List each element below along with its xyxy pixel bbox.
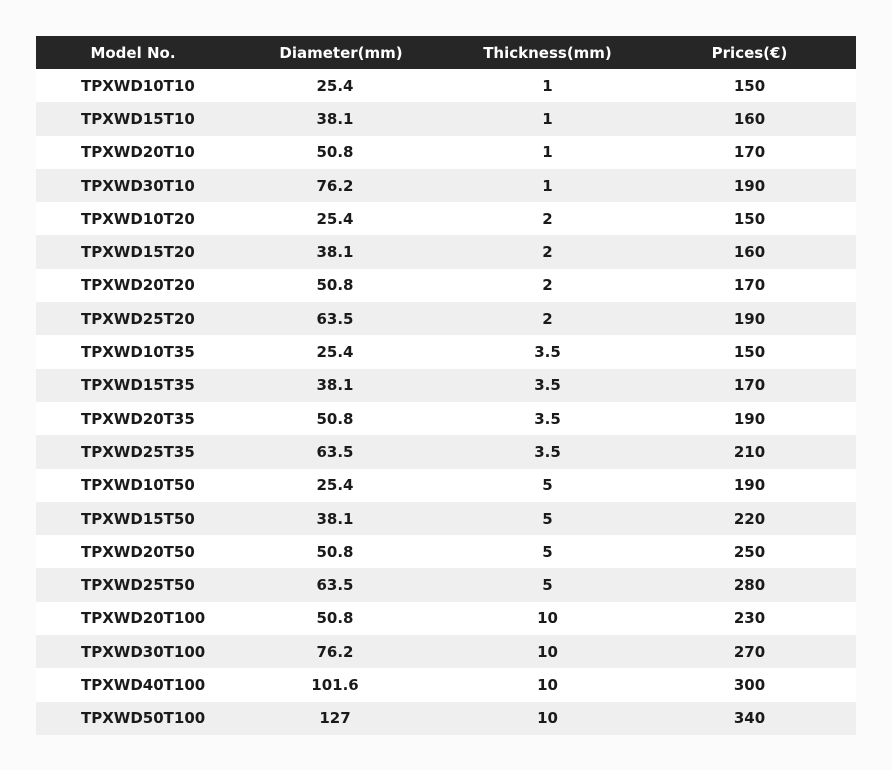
thickness-cell: 10 [537, 609, 558, 628]
thickness-cell: 5 [542, 509, 553, 528]
diameter-cell: 50.8 [316, 609, 354, 628]
price-cell: 150 [733, 343, 766, 362]
diameter-cell: 76.2 [316, 642, 354, 661]
price-cell: 190 [733, 476, 766, 495]
header-row [36, 36, 856, 69]
table-row [36, 502, 856, 535]
table-row [36, 668, 856, 701]
thickness-cell: 5 [542, 542, 553, 561]
price-cell: 170 [733, 276, 766, 295]
price-cell: 220 [733, 509, 766, 528]
diameter-cell: 25.4 [316, 76, 354, 95]
table-row [36, 369, 856, 402]
model-no-cell: TPXWD30T10 [81, 176, 195, 195]
price-cell: 300 [733, 675, 766, 694]
price-cell: 190 [733, 176, 766, 195]
price-table-container [36, 36, 856, 735]
thickness-cell: 3.5 [534, 409, 561, 428]
thickness-cell: 2 [542, 209, 553, 228]
price-cell: 150 [733, 209, 766, 228]
thickness-cell: 2 [542, 276, 553, 295]
table-row [36, 136, 856, 169]
table-row [36, 235, 856, 268]
diameter-cell: 63.5 [316, 576, 354, 595]
diameter-cell: 50.8 [316, 542, 354, 561]
table-row [36, 202, 856, 235]
model-no-cell: TPXWD20T20 [81, 276, 195, 295]
model-no-cell: TPXWD10T50 [81, 476, 195, 495]
header-prices: Prices(€) [711, 43, 788, 62]
model-no-cell: TPXWD15T35 [81, 376, 195, 395]
table-row [36, 602, 856, 635]
price-cell: 150 [733, 76, 766, 95]
table-row [36, 302, 856, 335]
thickness-cell: 10 [537, 642, 558, 661]
model-no-cell: TPXWD20T50 [81, 542, 195, 561]
table-row [36, 335, 856, 368]
model-no-cell: TPXWD10T10 [81, 76, 195, 95]
price-cell: 170 [733, 376, 766, 395]
model-no-cell: TPXWD20T100 [81, 609, 206, 628]
thickness-cell: 1 [542, 76, 553, 95]
thickness-cell: 10 [537, 709, 558, 728]
diameter-cell: 38.1 [316, 376, 354, 395]
model-no-cell: TPXWD10T20 [81, 209, 195, 228]
thickness-cell: 5 [542, 576, 553, 595]
diameter-cell: 38.1 [316, 243, 354, 262]
diameter-cell: 50.8 [316, 143, 354, 162]
header-thickness: Thickness(mm) [483, 43, 612, 62]
model-no-cell: TPXWD20T35 [81, 409, 195, 428]
table-row [36, 435, 856, 468]
price-cell: 280 [733, 576, 766, 595]
thickness-cell: 1 [542, 109, 553, 128]
thickness-cell: 10 [537, 675, 558, 694]
price-cell: 160 [733, 243, 766, 262]
diameter-cell: 63.5 [316, 442, 354, 461]
price-cell: 190 [733, 309, 766, 328]
model-no-cell: TPXWD20T10 [81, 143, 195, 162]
model-no-cell: TPXWD50T100 [81, 709, 206, 728]
diameter-cell: 25.4 [316, 209, 354, 228]
header-diameter: Diameter(mm) [279, 43, 403, 62]
model-no-cell: TPXWD40T100 [81, 675, 206, 694]
price-table [36, 36, 856, 735]
model-no-cell: TPXWD25T35 [81, 442, 195, 461]
table-header [36, 36, 856, 69]
table-row [36, 469, 856, 502]
model-no-cell: TPXWD15T50 [81, 509, 195, 528]
table-row [36, 702, 856, 735]
price-cell: 160 [733, 109, 766, 128]
diameter-cell: 25.4 [316, 343, 354, 362]
price-cell: 190 [733, 409, 766, 428]
table-row [36, 402, 856, 435]
table-row [36, 635, 856, 668]
price-cell: 250 [733, 542, 766, 561]
model-no-cell: TPXWD25T50 [81, 576, 195, 595]
diameter-cell: 50.8 [316, 276, 354, 295]
diameter-cell: 25.4 [316, 476, 354, 495]
model-no-cell: TPXWD25T20 [81, 309, 195, 328]
diameter-cell: 38.1 [316, 509, 354, 528]
price-cell: 340 [733, 709, 766, 728]
thickness-cell: 1 [542, 143, 553, 162]
diameter-cell: 63.5 [316, 309, 354, 328]
table-row [36, 69, 856, 102]
thickness-cell: 1 [542, 176, 553, 195]
thickness-cell: 3.5 [534, 376, 561, 395]
diameter-cell: 127 [319, 709, 351, 728]
diameter-cell: 50.8 [316, 409, 354, 428]
diameter-cell: 101.6 [311, 675, 359, 694]
table-row [36, 169, 856, 202]
price-cell: 210 [733, 442, 766, 461]
model-no-cell: TPXWD15T20 [81, 243, 195, 262]
price-cell: 230 [733, 609, 766, 628]
thickness-cell: 3.5 [534, 442, 561, 461]
model-no-cell: TPXWD30T100 [81, 642, 206, 661]
model-no-cell: TPXWD10T35 [81, 343, 195, 362]
price-cell: 170 [733, 143, 766, 162]
header-model-no: Model No. [90, 43, 176, 62]
thickness-cell: 3.5 [534, 343, 561, 362]
table-row [36, 102, 856, 135]
table-row [36, 568, 856, 601]
price-cell: 270 [733, 642, 766, 661]
table-row [36, 535, 856, 568]
table-body [36, 69, 856, 735]
model-no-cell: TPXWD15T10 [81, 109, 195, 128]
thickness-cell: 5 [542, 476, 553, 495]
thickness-cell: 2 [542, 243, 553, 262]
diameter-cell: 38.1 [316, 109, 354, 128]
table-row [36, 269, 856, 302]
thickness-cell: 2 [542, 309, 553, 328]
diameter-cell: 76.2 [316, 176, 354, 195]
